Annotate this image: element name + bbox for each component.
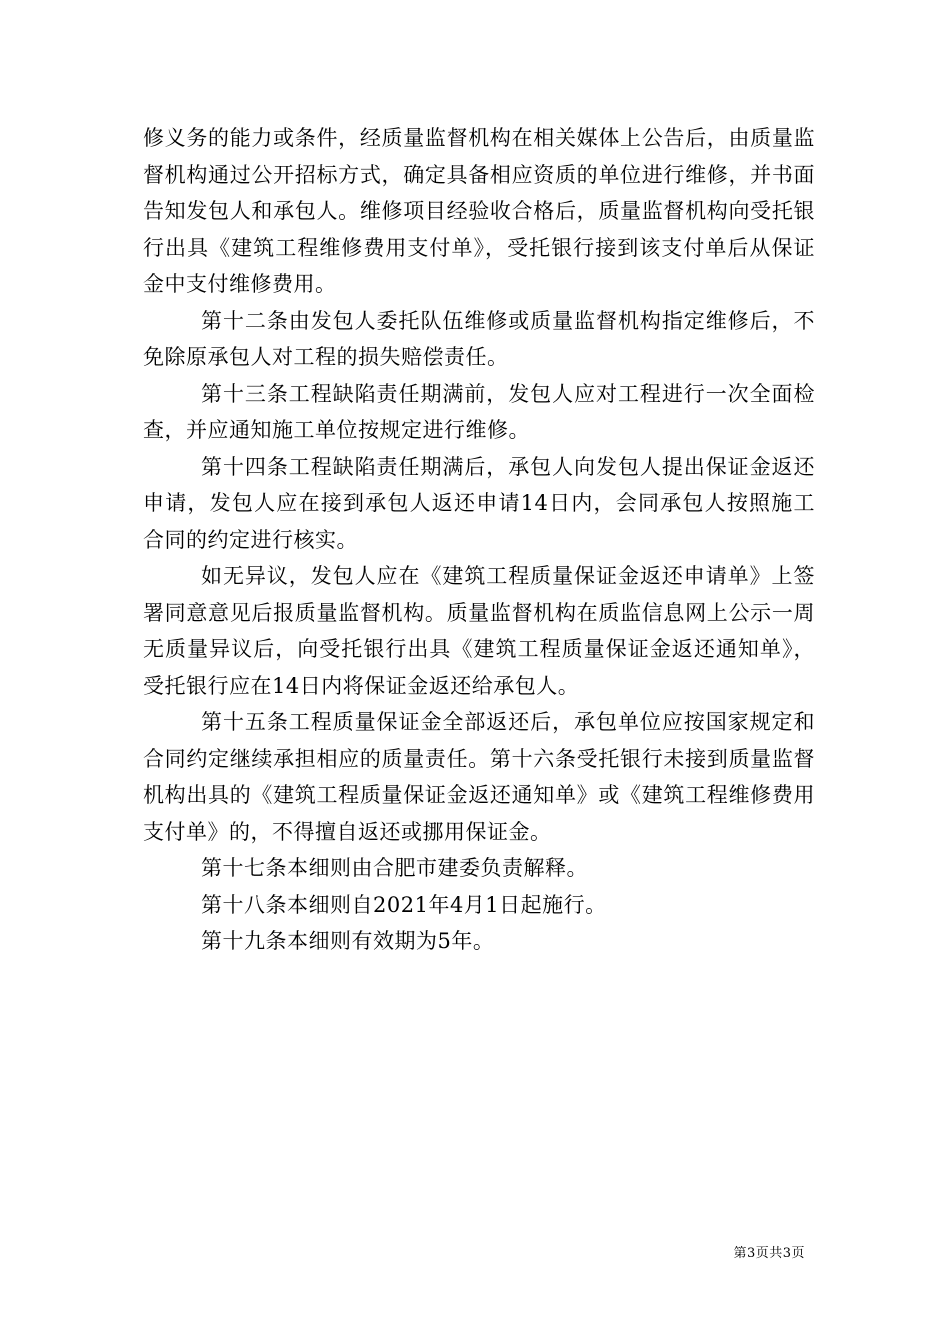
paragraph-no-objection: 如无异议，发包人应在《建筑工程质量保证金返还申请单》上签署同意意见后报质量监督机构。质量监督机构在质监信息网上公示一周无质量异议后，向受托银行出具《建筑工程质量保证金返还通知单》，受托银行应在14日内将保证金返还给承包人。	[143, 564, 815, 698]
paragraph-article-14: 第十四条工程缺陷责任期满后，承包人向发包人提出保证金返还申请，发包人应在接到承包人返还申请14日内，会同承包人按照施工合同的约定进行核实。	[143, 454, 815, 552]
paragraph-article-17: 第十七条本细则由合肥市建委负责解释。	[201, 856, 588, 880]
paragraph-article-19: 第十九条本细则有效期为5年。	[201, 929, 495, 953]
paragraph-article-15-16: 第十五条工程质量保证金全部返还后，承包单位应按国家规定和合同约定继续承担相应的质量责任。第十六条受托银行未接到质量监督机构出具的《建筑工程质量保证金返还通知单》或《建筑工程维修费用支付单》的，不得擅自返还或挪用保证金。	[143, 710, 815, 844]
paragraph-article-13: 第十三条工程缺陷责任期满前，发包人应对工程进行一次全面检查，并应通知施工单位按规定进行维修。	[143, 381, 815, 442]
page-number-footer: 第3页共3页	[733, 1246, 805, 1261]
paragraph-article-18: 第十八条本细则自2021年4月1日起施行。	[201, 892, 607, 917]
document-body	[143, 120, 815, 960]
paragraph-1: 修义务的能力或条件，经质量监督机构在相关媒体上公告后，由质量监督机构通过公开招标方式，确定具备相应资质的单位进行维修，并书面告知发包人和承包人。维修项目经验收合格后，质量监督机构向受托银行出具《建筑工程维修费用支付单》，受托银行接到该支付单后从保证金中支付维修费用。	[143, 126, 815, 296]
paragraph-article-12: 第十二条由发包人委托队伍维修或质量监督机构指定维修后，不免除原承包人对工程的损失赔偿责任。	[143, 308, 815, 369]
